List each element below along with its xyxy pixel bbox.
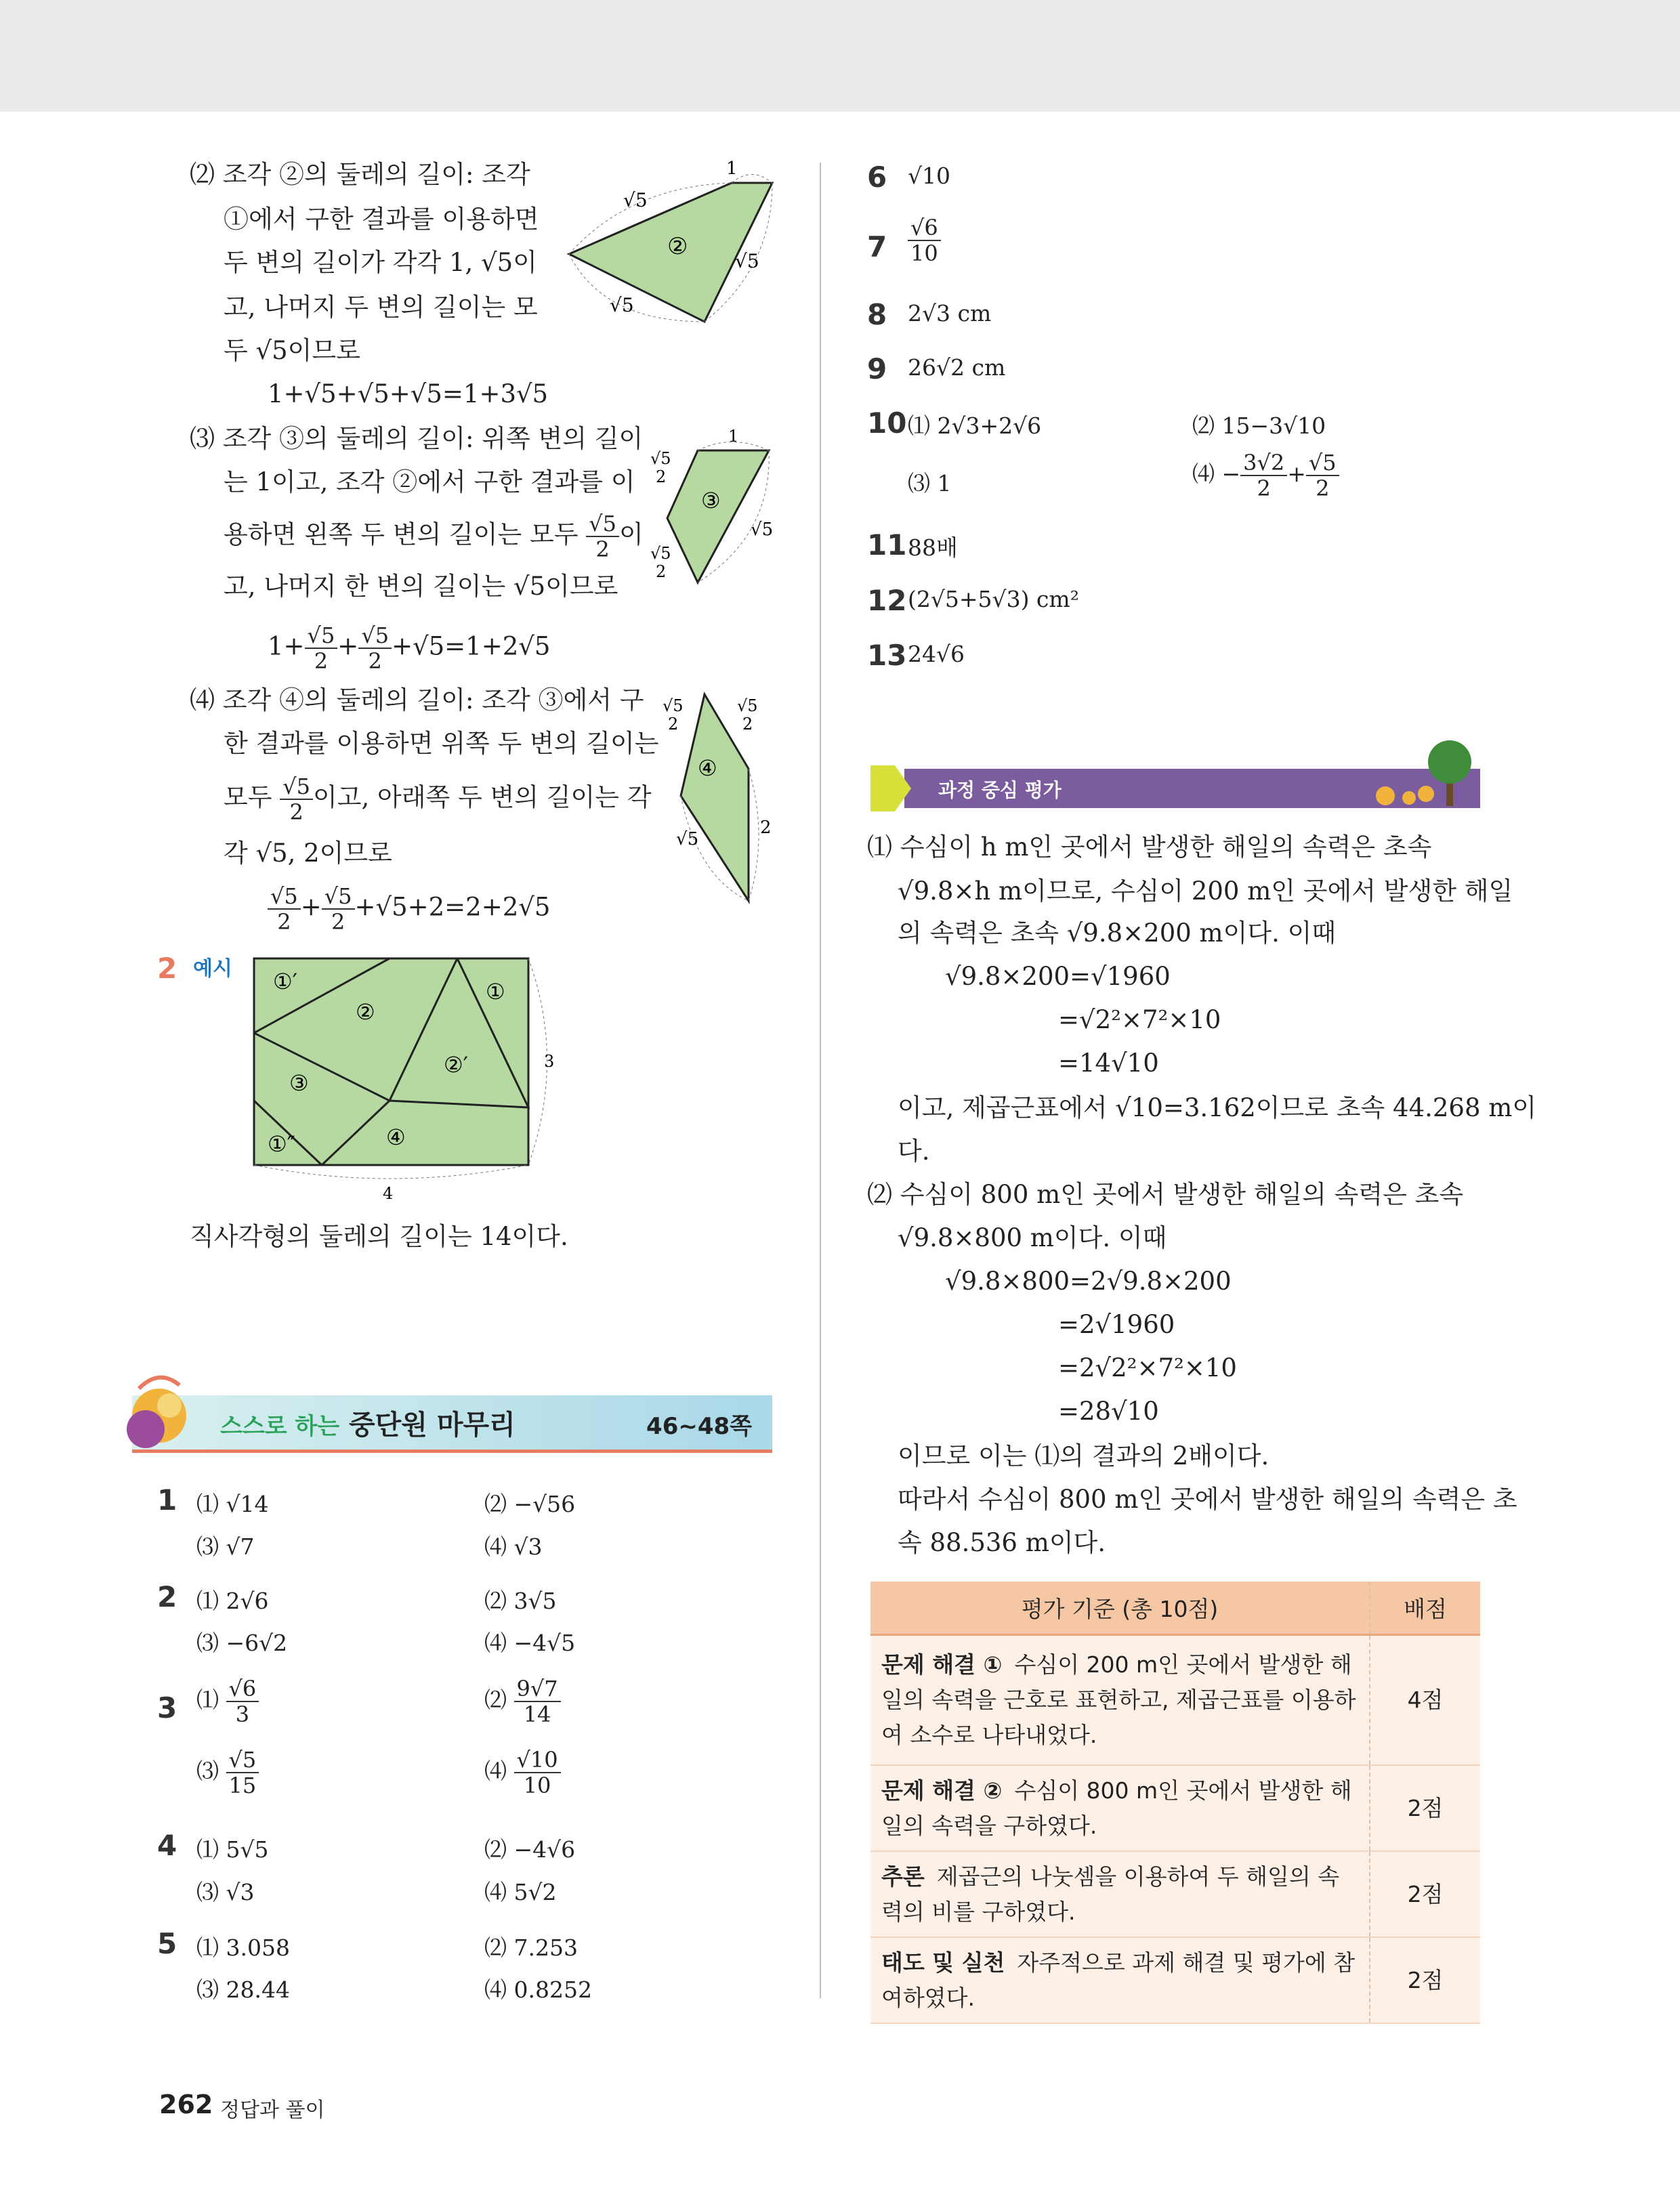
fig4-piece-label: ④ [698,755,717,781]
fig4-label-2c: 2 [760,818,772,838]
process-eval-label: 과정 중심 평가 [938,779,1062,801]
review-4-c: ⑶ √3 [196,1879,255,1905]
grading-text: 자주적으로 과제 해결 및 평가에 참여하였다. [881,1949,1356,2011]
grading-label: 태도 및 실천 [881,1949,1005,1976]
answer-12-text: (2√5+5√3) cm² [908,586,1079,612]
p4-line-3 [224,774,651,824]
banner-prefix: 스스로 하는 [220,1413,340,1440]
fig3-label-2b: 2 [656,562,667,581]
review-2-a: ⑴ 2√6 [196,1588,269,1614]
p2-line-4: 고, 나머지 두 변의 길이는 모 [224,293,538,322]
review-1-b: ⑵ −√56 [484,1491,576,1517]
answer-6-text: √10 [908,163,951,189]
fig4-label-r5a: √5 [663,696,684,715]
review-5-number: 5 [157,1927,177,1960]
sol-line-1: ⑴ 수심이 h m인 곳에서 발생한 해일의 속력은 초속 [867,832,1432,862]
review-4-d: ⑷ 5√2 [484,1879,557,1905]
review-3-a [196,1676,259,1727]
tree-icon [1345,732,1480,809]
answer-6-number: 6 [867,161,887,194]
p4-eq-b: +√5+2=2+2√5 [354,892,551,922]
sol-line-4: √9.8×200=√1960 [945,962,1171,991]
fig3-label-r5c: √5 [751,520,774,540]
p4-frac [280,774,313,824]
frac-den: 2 [595,536,610,562]
fig4-label-2b: 2 [742,715,753,734]
p3-line-4: 고, 나머지 한 변의 길이는 √5이므로 [224,572,618,601]
review-3-d-frac [514,1748,561,1798]
p2-line-3: 두 변의 길이가 각각 1, √5이 [224,248,537,277]
review-1-a: ⑴ √14 [196,1491,269,1517]
column-divider [820,163,821,1998]
grading-table [870,1582,1480,2024]
grading-row [870,1635,1480,1766]
grading-criteria [870,1635,1370,1766]
review-4-number: 4 [157,1829,177,1862]
review-5-d: ⑷ 0.8252 [484,1976,592,2003]
sol-line-15: 이므로 이는 ⑴의 결과의 2배이다. [898,1441,1269,1471]
rect-label-c1pp: ①″ [268,1131,295,1157]
frac-den: 10 [910,240,938,266]
rect-label-c3: ③ [289,1070,309,1096]
review-3-b [484,1676,561,1727]
rect-label-c4: ④ [386,1124,406,1150]
review-1-d: ⑷ √3 [484,1533,543,1560]
grading-label: 문제 해결 ① [881,1651,1003,1678]
sol-line-10: √9.8×800 m이다. 이때 [898,1223,1167,1252]
flower-icon [119,1368,213,1450]
review-3-number: 3 [157,1691,177,1725]
p2-line-1: ⑵ 조각 ②의 둘레의 길이: 조각 [190,160,530,189]
answer-8-text: 2√3 cm [908,300,992,326]
top-margin-band [0,0,1680,112]
fig4-label-2a: 2 [668,715,679,734]
answer-7-frac [908,215,941,266]
grading-score: 4점 [1370,1635,1480,1766]
sol-line-7: 이고, 제곱근표에서 √10=3.162이므로 초속 44.268 m이 [898,1093,1537,1122]
review-5-c: ⑶ 28.44 [196,1976,290,2003]
frac-den: 15 [228,1773,257,1798]
review-3-b-label: ⑵ [484,1687,507,1713]
p3-eq-frac-2 [358,623,392,673]
rect-label-c2: ② [356,999,375,1025]
fig2-label-r5c: √5 [610,294,634,316]
frac-num: √5 [226,1748,259,1773]
answer-13-text: 24√6 [908,641,965,667]
piece-2-figure [555,159,779,329]
grading-criteria [870,1851,1370,1937]
grading-label: 문제 해결 ② [881,1777,1003,1804]
fig2-label-r5a: √5 [623,189,648,211]
review-3-a-label: ⑴ [196,1687,219,1713]
review-3-c-frac [226,1748,259,1798]
answer-8-number: 8 [867,298,887,331]
answer-12-number: 12 [867,584,907,617]
answer-9-number: 9 [867,352,887,385]
sol-line-13: =2√2²×7²×10 [1058,1353,1237,1382]
answer-10-number: 10 [867,406,907,440]
footer-title: 정답과 풀이 [220,2098,325,2122]
review-3-b-frac [514,1676,561,1727]
frac-den: 2 [1316,475,1330,501]
p4-eq-frac-1 [268,884,301,934]
page-number: 262 [159,2090,213,2119]
grading-row [870,1937,1480,2023]
grading-score: 2점 [1370,1937,1480,2023]
answer-9-text: 26√2 cm [908,354,1006,381]
review-2-d: ⑷ −4√5 [484,1630,576,1656]
grading-header-row [870,1582,1480,1635]
p2-line-5: 두 √5이므로 [224,336,360,365]
review-3-c [196,1748,259,1798]
sol-line-11: √9.8×800=2√9.8×200 [945,1267,1232,1296]
sol-line-17: 속 88.536 m이다. [898,1528,1106,1557]
answer-10-d [1192,450,1339,501]
grading-score: 2점 [1370,1765,1480,1851]
frac-den: 14 [523,1701,551,1727]
rect-label-c1: ① [486,979,505,1004]
p2-line-2: ①에서 구한 결과를 이용하면 [224,205,539,234]
q2-example-tag: 예시 [193,957,232,981]
p3-tail: 이 [618,520,644,549]
p3-eq-b: + [337,631,359,661]
frac-den: 2 [331,909,345,935]
banner-pages: 46~48쪽 [646,1413,752,1440]
frac-num: √5 [358,623,392,649]
review-5-a: ⑴ 3.058 [196,1934,290,1961]
answer-10-a: ⑴ 2√3+2√6 [908,412,1042,439]
rectangle-figure [247,952,572,1209]
frac-num: √10 [514,1748,561,1773]
p3-line-1: ⑶ 조각 ③의 둘레의 길이: 위쪽 변의 길이 [190,424,644,453]
p4-line-2: 한 결과를 이용하면 위쪽 두 변의 길이는 [224,729,659,758]
grading-score: 2점 [1370,1851,1480,1937]
p2-equation: 1+√5+√5+√5=1+3√5 [268,379,549,408]
answer-7-text [908,215,941,266]
q2-number: 2 [157,952,177,985]
p4-line-3a: 모두 [224,782,272,812]
p4-eq-frac-2 [322,884,355,934]
fig3-label-2a: 2 [656,467,667,486]
review-3-d-label: ⑷ [484,1758,507,1784]
review-3-a-frac [226,1676,259,1727]
rect-label-c2p: ②′ [444,1052,468,1078]
answer-10-d-frac-1 [1240,450,1287,501]
frac-num: 3√2 [1240,450,1287,476]
sol-line-14: =28√10 [1058,1397,1159,1426]
answer-11-text: 88배 [908,534,958,561]
sol-line-16: 따라서 수심이 800 m인 곳에서 발생한 해일의 속력은 초 [898,1485,1517,1514]
sol-line-5: =√2²×7²×10 [1058,1005,1221,1034]
answer-11-number: 11 [867,528,907,562]
sol-line-2: √9.8×h m이므로, 수심이 200 m인 곳에서 발생한 해일 [898,876,1513,906]
frac-num: √5 [305,623,338,649]
fig2-piece-label: ② [667,233,688,260]
grading-text: 수심이 200 m인 곳에서 발생한 해일의 속력을 근호로 표현하고, 제곱근표를 이용하여 소수로 나타내었다. [881,1651,1356,1748]
sol-line-3: 의 속력은 초속 √9.8×200 m이다. 이때 [898,918,1337,948]
grading-text: 수심이 800 m인 곳에서 발생한 해일의 속력을 구하였다. [881,1777,1352,1839]
p3-eq-frac-1 [305,623,338,673]
frac-num: √5 [586,511,619,537]
banner-main-title: 중단원 마무리 [349,1410,516,1441]
review-3-c-label: ⑶ [196,1758,219,1784]
p3-eq-c: +√5=1+2√5 [392,631,551,661]
review-2-b: ⑵ 3√5 [484,1588,557,1614]
frac-den: 3 [235,1701,250,1727]
grading-row [870,1851,1480,1937]
frac-den: 2 [314,648,329,674]
review-2-number: 2 [157,1580,177,1613]
fig3-label-r5b: √5 [650,544,671,563]
frac-num: 9√7 [514,1676,561,1702]
review-3-d [484,1748,561,1798]
grading-row [870,1765,1480,1851]
p4-line-3b: 이고, 아래쪽 두 변의 길이는 각 [313,782,652,812]
section-banner [132,1395,772,1453]
review-5-b: ⑵ 7.253 [484,1934,578,1961]
fig4-label-r5b: √5 [737,696,758,715]
rect-label-c1p: ①′ [273,969,297,994]
answer-10-d-label: ⑷ − [1192,461,1241,487]
review-1-c: ⑶ √7 [196,1533,255,1560]
rect-label-3: 3 [544,1052,555,1071]
frac-den: 10 [523,1773,551,1798]
fig4-label-r5c: √5 [676,829,699,849]
frac-num: √5 [280,774,313,800]
q2-conclusion: 직사각형의 둘레의 길이는 14이다. [190,1222,568,1251]
fig3-label-r5a: √5 [650,449,671,468]
frac-den: 2 [289,799,303,825]
frac-den: 2 [368,648,382,674]
answer-10-c: ⑶ 1 [908,470,952,496]
grading-header-score: 배점 [1370,1582,1480,1635]
sol-line-6: =14√10 [1058,1049,1159,1078]
p3-eq-a: 1+ [268,631,305,661]
frac-num: √6 [908,215,941,241]
banner-title [220,1403,516,1442]
frac-den: 2 [277,909,291,935]
p3-line-2: 는 1이고, 조각 ②에서 구한 결과를 이 [224,467,635,496]
p3-frac [586,511,619,562]
answer-10-d-plus: + [1287,461,1306,487]
frac-num: √5 [1306,450,1339,476]
fig2-label-r5b: √5 [735,250,759,272]
rect-label-4: 4 [383,1184,394,1203]
answer-7-number: 7 [867,230,887,263]
fig3-label-1: 1 [728,427,739,446]
grading-text: 제곱근의 나눗셈을 이용하여 두 해일의 속력의 비를 구하였다. [881,1863,1340,1925]
sol-line-12: =2√1960 [1058,1310,1175,1339]
grading-criteria [870,1937,1370,2023]
p3-equation [268,623,550,673]
review-1-number: 1 [157,1483,177,1517]
review-4-b: ⑵ −4√6 [484,1836,576,1863]
frac-num: √6 [226,1676,259,1702]
review-4-a: ⑴ 5√5 [196,1836,269,1863]
p4-line-1: ⑷ 조각 ④의 둘레의 길이: 조각 ③에서 구 [190,685,644,715]
piece-4-figure [657,688,779,904]
review-2-c: ⑶ −6√2 [196,1630,288,1656]
p4-line-4: 각 √5, 2이므로 [224,839,392,868]
piece-3-figure [644,427,779,596]
answer-10-d-frac-2 [1306,450,1339,501]
answer-13-number: 13 [867,639,907,672]
sol-line-9: ⑵ 수심이 800 m인 곳에서 발생한 해일의 속력은 초속 [867,1180,1464,1209]
grading-criteria [870,1765,1370,1851]
p4-eq-a: + [300,892,322,922]
answer-10-b: ⑵ 15−3√10 [1192,412,1326,439]
p3-line-3-text: 용하면 왼쪽 두 변의 길이는 모두 [224,520,579,549]
p3-line-3 [224,511,644,562]
sol-line-8: 다. [898,1137,930,1166]
p4-equation [268,884,550,934]
grading-header-criteria: 평가 기준 (총 10점) [870,1582,1370,1635]
frac-num: √5 [268,884,301,910]
frac-den: 2 [1257,475,1271,501]
fig3-piece-label: ③ [701,488,721,513]
process-eval-bar [904,769,1480,808]
grading-label: 추론 [881,1863,925,1890]
fig2-label-1: 1 [726,159,738,179]
frac-num: √5 [322,884,355,910]
